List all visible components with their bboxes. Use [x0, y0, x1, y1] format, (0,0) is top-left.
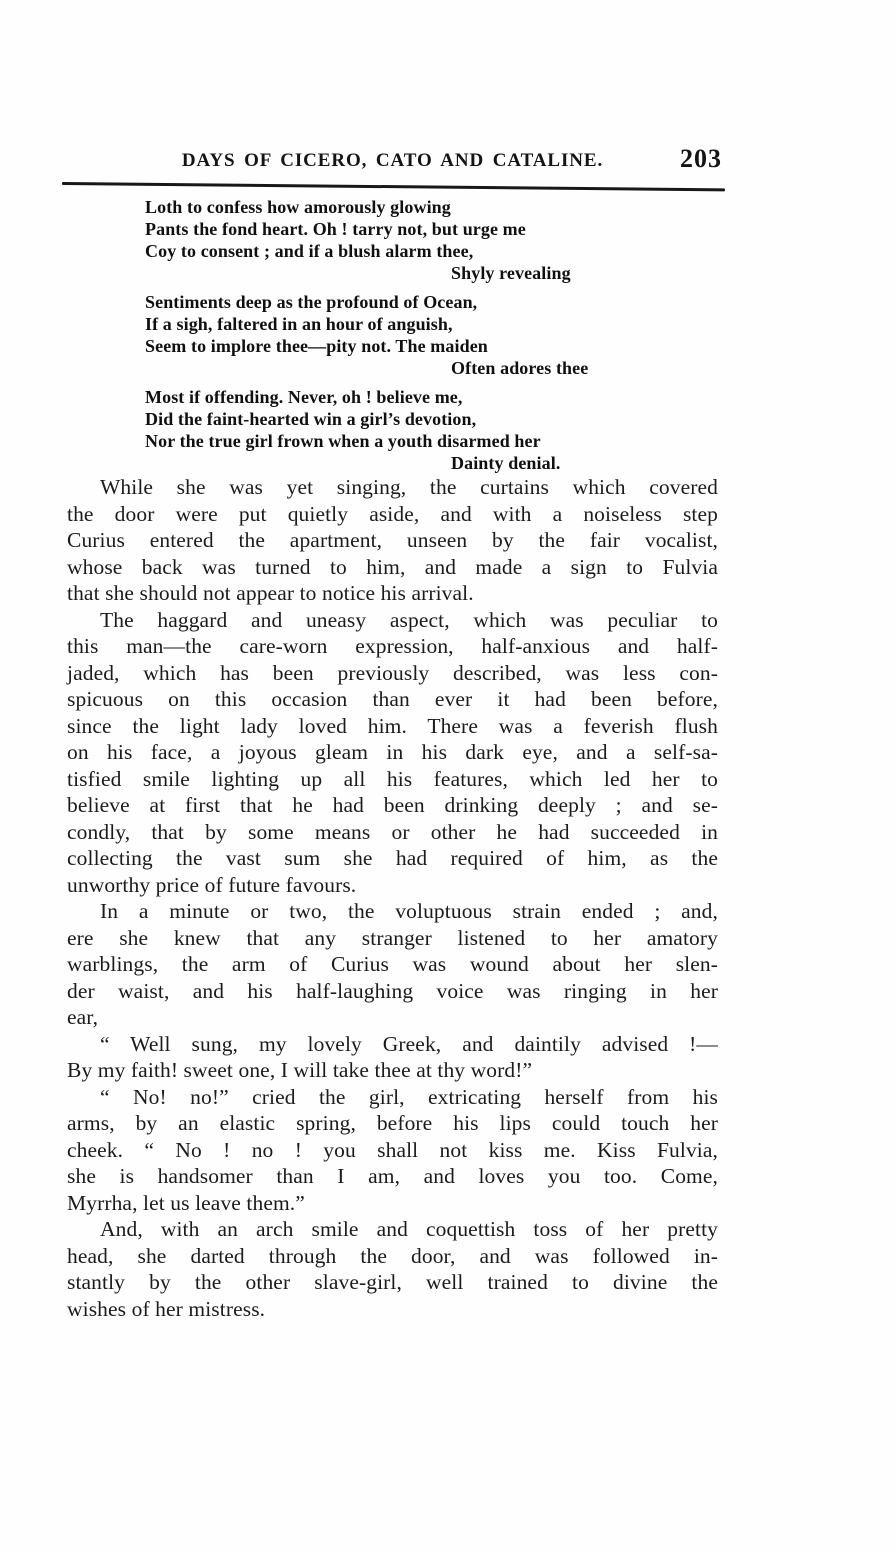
poem-line: Did the faint-hearted win a girl’s devotion, [145, 409, 477, 429]
poem-line: If a sigh, faltered in an hour of anguish, [145, 314, 453, 334]
poem-line: Loth to confess how amorously glowing [145, 197, 451, 217]
poem-line: Most if offending. Never, oh ! believe me, [145, 387, 463, 407]
poem-stanza [145, 386, 705, 474]
text-line: since the light lady loved him. There was a feverish flush [67, 713, 718, 738]
text-line: “ Well sung, my lovely Greek, and daintily advised !— [100, 1031, 718, 1056]
text-line: While she was yet singing, the curtains which covered [100, 475, 718, 499]
text-line: condly, that by some means or other he had succeeded in [67, 819, 718, 844]
header-rule [62, 182, 725, 191]
paragraph [67, 607, 718, 899]
paragraph [67, 1084, 718, 1217]
body-text [67, 474, 718, 1322]
poem-line: Sentiments deep as the profound of Ocean, [145, 292, 478, 312]
text-line: unworthy price of future favours. [67, 872, 357, 897]
text-line: this man—the care-worn expression, half-anxious and half- [67, 634, 718, 658]
poem-refrain: Often adores thee [451, 358, 589, 378]
paragraph [67, 1031, 718, 1084]
text-line: warblings, the arm of Curius was wound about her slen- [67, 952, 718, 976]
text-line: jaded, which has been previously described, was less con- [67, 660, 718, 685]
text-line: ear, [67, 1005, 99, 1029]
poem-line: Seem to implore thee—pity not. The maiden [145, 336, 488, 356]
text-line: that she should not appear to notice his arrival. [67, 581, 474, 605]
text-line: tisfied smile lighting up all his features, which led her to [67, 766, 718, 791]
text-line: stantly by the other slave-girl, well trained to divine the [67, 1270, 718, 1294]
paragraph [67, 898, 718, 1031]
text-line: collecting the vast sum she had required of him, as the [67, 846, 718, 870]
text-line: cheek. “ No ! no ! you shall not kiss me. Kiss Fulvia, [67, 1137, 718, 1162]
text-line: spicuous on this occasion than ever it had been before, [67, 687, 718, 711]
poem-stanza [145, 196, 705, 284]
page-number: 203 [680, 144, 722, 173]
text-line: wishes of her mistress. [67, 1296, 266, 1321]
text-line: And, with an arch smile and coquettish toss of her pretty [100, 1217, 718, 1241]
poem-stanza [145, 291, 705, 379]
paragraph [67, 474, 718, 607]
text-line: head, she darted through the door, and was followed in- [67, 1243, 718, 1268]
poem-line: Nor the true girl frown when a youth disarmed her [145, 431, 541, 451]
text-line: she is handsomer than I am, and loves you too. Come, [67, 1164, 718, 1188]
running-header-title: DAYS OF CICERO, CATO AND CATALINE. [181, 150, 604, 171]
poem-line: Pants the fond heart. Oh ! tarry not, but urge me [145, 219, 526, 239]
text-line: der waist, and his half-laughing voice was ringing in her [67, 978, 718, 1003]
text-line: The haggard and uneasy aspect, which was peculiar to [100, 607, 718, 632]
text-line: ere she knew that any stranger listened to her amatory [67, 925, 718, 950]
text-line: By my faith! sweet one, I will take thee at thy word!” [67, 1058, 533, 1082]
text-line: whose back was turned to him, and made a sign to Fulvia [67, 554, 718, 579]
running-header [67, 144, 722, 180]
text-line: In a minute or two, the voluptuous strain ended ; and, [100, 899, 718, 923]
text-line: the door were put quietly aside, and with a noiseless step [67, 501, 718, 526]
text-line: believe at first that he had been drinking deeply ; and se- [67, 793, 718, 817]
poem-block [145, 196, 705, 474]
text-line: Myrrha, let us leave them.” [67, 1190, 305, 1215]
poem-refrain: Dainty denial. [451, 453, 561, 473]
poem-refrain: Shyly revealing [451, 263, 571, 283]
text-line: on his face, a joyous gleam in his dark eye, and a self-sa- [67, 740, 718, 764]
paragraph [67, 1216, 718, 1322]
text-line: arms, by an elastic spring, before his lips could touch her [67, 1111, 718, 1135]
poem-line: Coy to consent ; and if a blush alarm thee, [145, 241, 474, 261]
text-line: Curius entered the apartment, unseen by the fair vocalist, [67, 528, 718, 552]
text-line: “ No! no!” cried the girl, extricating herself from his [100, 1084, 718, 1109]
